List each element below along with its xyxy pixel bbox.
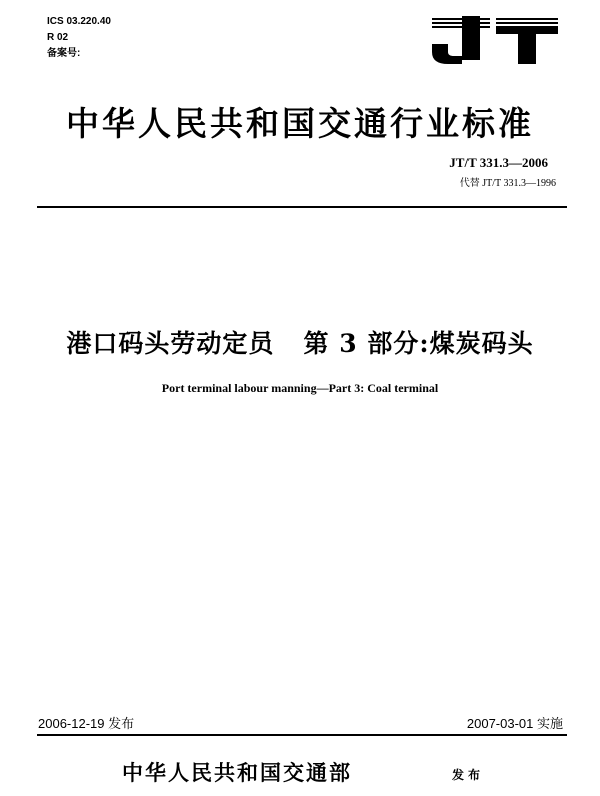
top-divider <box>37 206 567 208</box>
jt-logo <box>430 10 560 66</box>
document-title-english: Port terminal labour manning—Part 3: Coal terminal <box>161 381 439 395</box>
replaces-standard: 代替 JT/T 331.3—1996 <box>459 178 556 189</box>
organization-title: 中华人民共和国交通行业标准 <box>66 104 534 143</box>
publish-label: 发布 <box>452 768 485 782</box>
issue-date: 2006-12-19 发布 <box>38 716 135 731</box>
ics-code: ICS 03.220.40 <box>47 16 111 27</box>
ccs-code: R 02 <box>47 32 69 43</box>
standard-number: JT/T 331.3—2006 <box>449 155 548 170</box>
implementation-date: 2007-03-01 实施 <box>466 716 563 731</box>
publisher: 中华人民共和国交通部 <box>122 760 352 785</box>
logo-text: JT <box>430 10 432 11</box>
record-number-label: 备案号: <box>47 48 81 59</box>
bottom-divider <box>37 734 567 736</box>
document-title-chinese: 港口码头劳动定员 第 3 部分:煤炭码头 <box>66 329 534 358</box>
